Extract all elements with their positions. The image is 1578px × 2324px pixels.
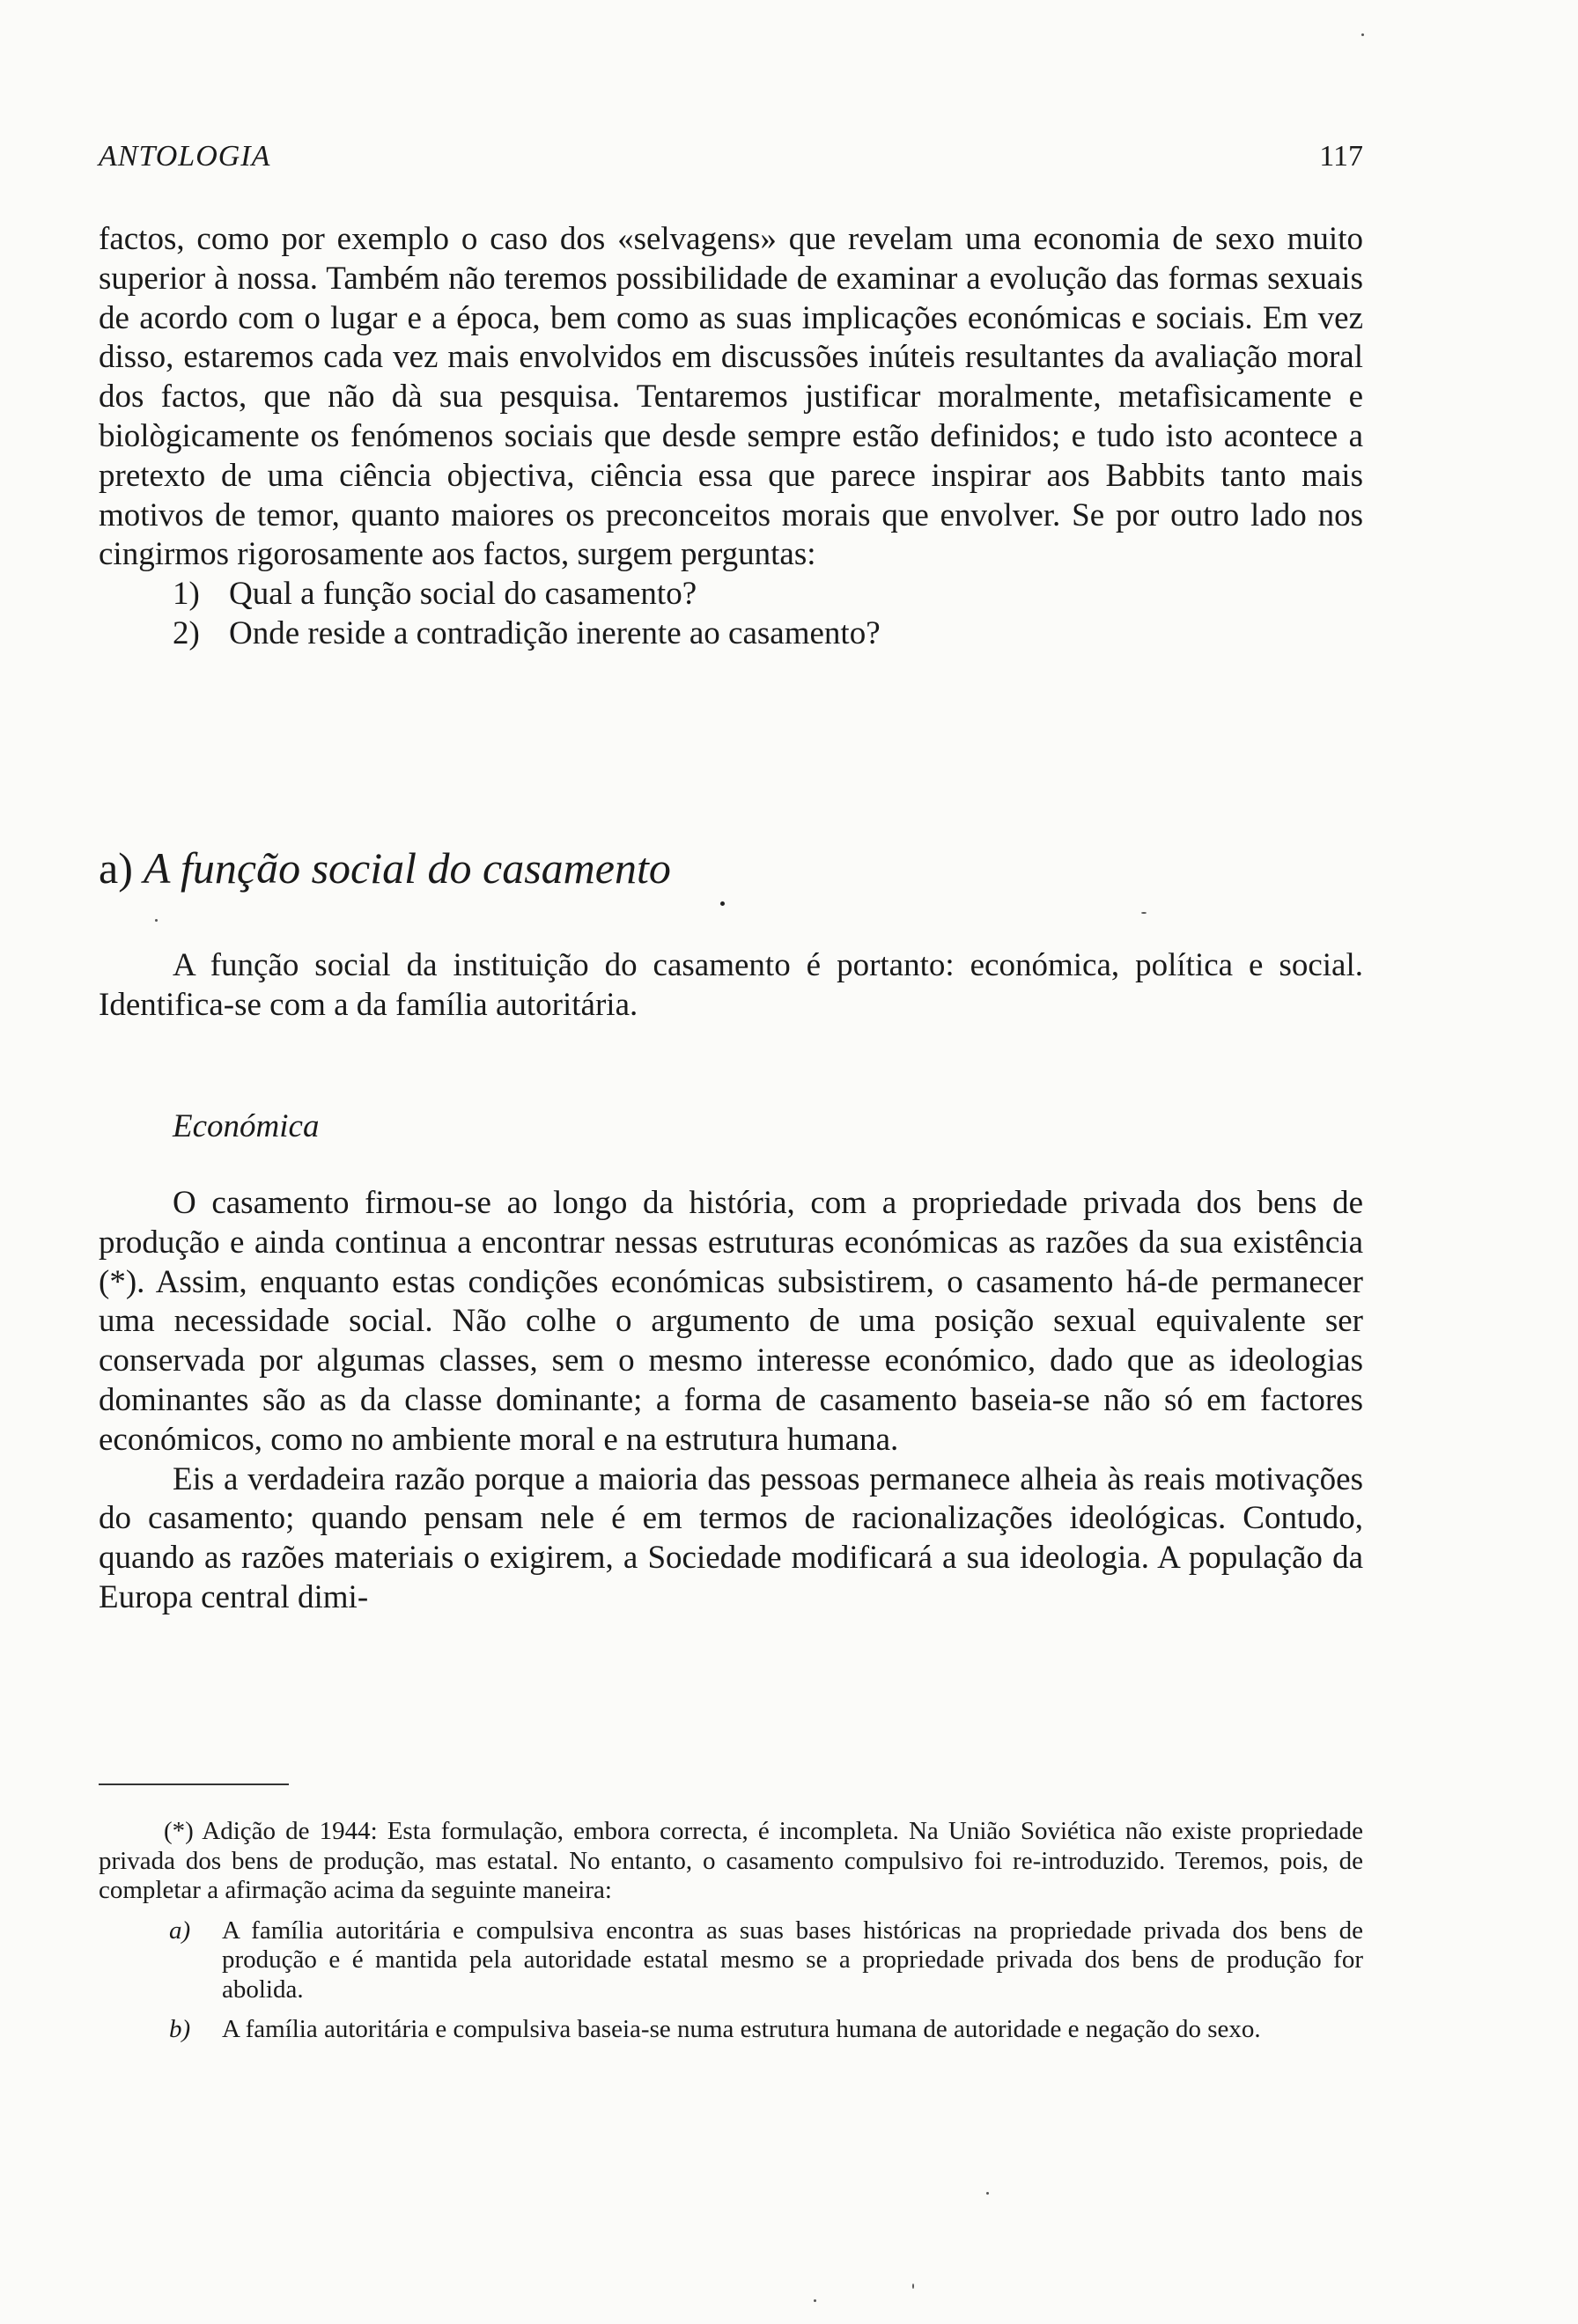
question-number: 1): [173, 576, 200, 613]
body-paragraph: O casamento firmou-se ao longo da história, com a propriedade privada dos bens de produção e ainda continua a encontrar nessas estruturas económicas as razões da sua existência (*). Assim, enquanto estas condições económicas subsistirem, o casamento há-de permanecer uma necessidade social. Não colhe o argumento de uma posição sexual equivalente ser conservada por algumas classes, sem o mesmo interesse económico, dado que as ideologias dominantes são as da classe dominante; a forma de casamento baseia-se não só em factores económicos, como no ambiente moral e na estrutura humana.: [99, 1185, 1363, 1458]
footnote-item: [99, 1916, 1363, 2005]
intro-paragraph: A função social da instituição do casamento é portanto: económica, política e social. Identifica-se com a da família autoritária.: [99, 947, 1363, 1023]
footnote-item-label: a): [169, 1916, 191, 1945]
subsection-text: [99, 1184, 1363, 1618]
scan-speck: [1141, 912, 1147, 914]
scan-speck: [1361, 33, 1364, 36]
running-title: ANTOLOGIA: [99, 140, 271, 173]
question-text: Qual a função social do casamento?: [229, 576, 697, 613]
main-text: [99, 220, 1363, 654]
question-item: [99, 575, 1363, 614]
footnote-item: [99, 2015, 1363, 2045]
footnote-separator: [99, 1783, 289, 1785]
section-heading: [99, 842, 671, 894]
section-label: a): [99, 843, 133, 893]
body-paragraph: Eis a verdadeira razão porque a maioria das pessoas permanece alheia às reais motivações do casamento; quando pensam nele é em termos de racionalizações ideológicas. Contudo, quando as razões materiais o exigirem, a Sociedade modificará a sua ideologia. A população da Europa central dimi-: [99, 1460, 1363, 1615]
question-item: [99, 614, 1363, 654]
subsection-heading: Económica: [173, 1108, 320, 1144]
scan-speck: [912, 2284, 914, 2289]
question-number: 2): [173, 614, 200, 651]
page-header: [99, 139, 1363, 174]
footnote-item-text: A família autoritária e compulsiva encontra as suas bases históricas na propriedade privada dos bens de produção e é mantida pela autoridade estatal mesmo se a propriedade privada dos bens de produção for abolida.: [222, 1916, 1363, 2004]
footnote-item-label: b): [169, 2015, 191, 2043]
section-title: A função social do casamento: [143, 843, 671, 893]
scan-speck: [986, 2192, 989, 2195]
section-intro: [99, 946, 1363, 1026]
scan-speck: [814, 2299, 816, 2302]
footnote-text: (*) Adição de 1944: Esta formulação, embora correcta, é incompleta. Na União Soviética não existe propriedade privada dos bens de produção, mas estatal. No entanto, o casamento compulsivo foi re-introduzido. Teremos, pois, de completar a afirmação acima da seguinte maneira:: [99, 1817, 1363, 1904]
question-text: Onde reside a contradição inerente ao casamento?: [229, 614, 881, 651]
footnote: [99, 1817, 1363, 2045]
scan-speck: [155, 919, 158, 922]
page-number: 117: [1319, 140, 1363, 173]
scan-speck: [720, 901, 725, 906]
footnote-item-text: A família autoritária e compulsiva baseia-se numa estrutura humana de autoridade e negação do sexo.: [222, 2015, 1261, 2043]
body-paragraph: factos, como por exemplo o caso dos «selvagens» que revelam uma economia de sexo muito superior à nossa. Também não teremos possibilidade de examinar a evolução das formas sexuais de acordo com o lugar e a época, bem como as suas implicações económicas e sociais. Em vez disso, estaremos cada vez mais envolvidos em discussões inúteis resultantes da avaliação moral dos factos, que não dà sua pesquisa. Tentaremos justificar moralmente, metafìsicamente e biològicamente os fenómenos sociais que desde sempre estão definidos; e tudo isto acontece a pretexto de uma ciência objectiva, ciência essa que parece inspirar aos Babbits tanto mais motivos de temor, quanto maiores os preconceitos morais que envolver. Se por outro lado nos cingirmos rigorosamente aos factos, surgem perguntas:: [99, 221, 1363, 573]
